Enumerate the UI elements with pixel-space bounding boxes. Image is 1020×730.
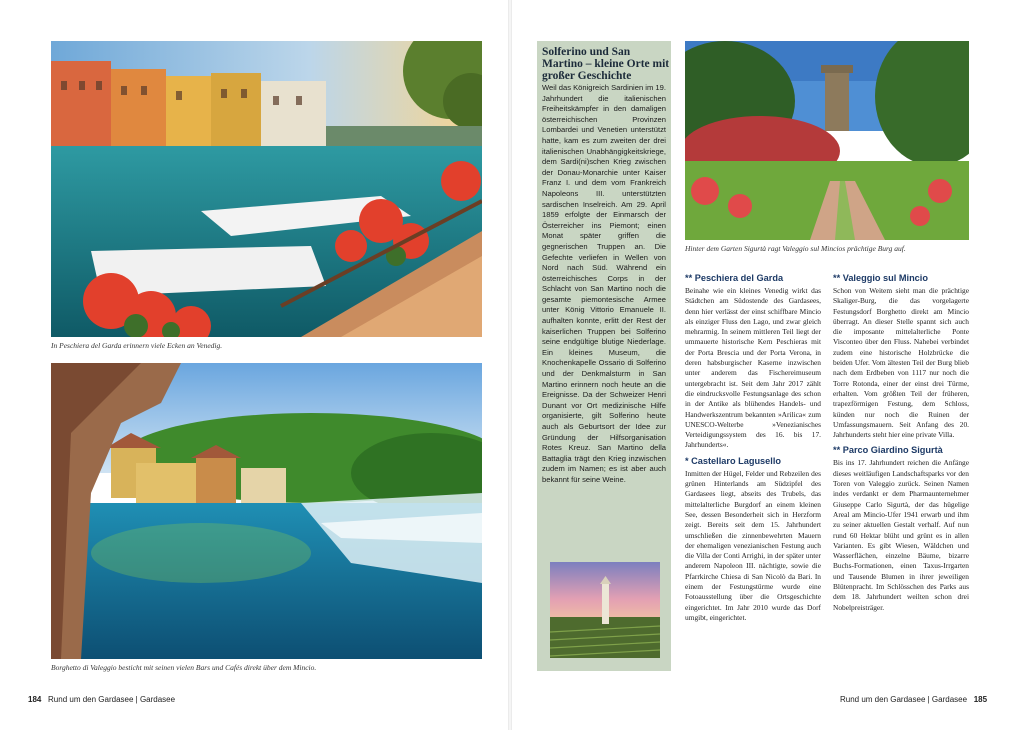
section-valeggio (833, 273, 969, 440)
column-2 (833, 273, 969, 618)
section-text: Beinahe wie ein kleines Venedig wirkt das Städtchen am Südostende des Gardasees, denn hier verlässt der einst schiffbare Mincio als einziger Fluss den Lago, und zwar gleich mehrarmig. In seinem mittleren Teil liegt der ummauerte historische Kern Peschieras mit der Porta Brescia und der Porta Verona, in deren habsburgischer Kaserne inzwischen unter anderem das Fischereimuseum untergebracht ist. Seit dem Jahr 2017 zählt die eindrucksvolle Festungsanlage des schon in der Antike als blühendes Handels- und Handwerkszentrum bekannten »Arilica« zum UNESCO-Welterbe »Venezianisches Verteidigungssystem des 16. bis 17. Jahrhunderts«. (685, 286, 821, 450)
sidebar-title: Solferino und San Martino – kleine Orte mit großer Geschichte (542, 46, 670, 82)
section-text: Inmitten der Hügel, Felder und Rebzeilen des grünen Hinterlands am Südzipfel des Gardasees liegt, abseits des Trubels, das mittelalterliche Burgdorf an einem kleinen See, dessen Besonderheit sich in Herzform zeigt. Bereits seit dem 15. Jahrhundert umschließen die zinnenbewehrten Mauern der ehemaligen venezianischen Festung auch die Villa der Conti Arrighi, in der später unter anderem Napoleon III. nächtigte, sowie die Pfarrkirche Chiesa di San Nicolò da Bari. In einem der Festungstürme wurde eine Fotoausstellung über die Ortsgeschichte eingerichtet. Im Jahr 2010 wurde das Dorf umgibt, eingerichtet. (685, 468, 821, 622)
sigurta-caption: Hinter dem Garten Sigurtà ragt Valeggio sul Mincios prächtige Burg auf. (685, 244, 906, 253)
section-title: ** Peschiera del Garda (685, 273, 784, 283)
folio-right (840, 695, 987, 704)
running-head-right: Rund um den Gardasee | Gardasee (840, 695, 968, 704)
page-number-right: 185 (973, 695, 988, 704)
section-sigurta (833, 445, 969, 612)
sigurta-photo (685, 41, 969, 240)
folio-left (28, 695, 175, 704)
section-title: ** Valeggio sul Mincio (833, 273, 928, 283)
section-peschiera (685, 273, 821, 451)
column-1 (685, 273, 821, 628)
section-text: Bis ins 17. Jahrhundert reichen die Anfänge dieses weitläufigen Landschaftsparks vor den Toren von Valeggio zurück. Seinen Namen indes verdankt er dem Pharmaunternehmer Giuseppe Carlo Sigurtà, der das hügelige Areal am Mincio-Ufer 1941 erwarb und ihm zu seiner aktuellen Gestalt verhalf. Auf nun rund 60 Hektar blüht und grünt es in allen Varianten. Es gibt Wiesen, Wäldchen und Wasserflächen, einzelne Bäume, bizarre Buchs-Formationen, einen Taxus-Irrgarten und Tausende Blumen in ihrer jeweiligen Blütenpracht. Im Schlösschen des Parks aus dem 18. Jahrhundert weilten schon drei Nobelpreisträger. (833, 458, 969, 612)
page-number-left: 184 (28, 695, 42, 704)
sidebar-text: Weil das Königreich Sardinien im 19. Jahrhundert die italienischen Freiheitskämpfer in den damaligen österreichischen Provinzen Lombardei und Venetien unterstützt hatte, kam es zum zweiten der drei italienischen Unabhängigkeitskriege, dem Sardi(ni)schen Krieg zwischen der Donau-Monarchie unter Kaiser Franz I. und dem vom Frankreich Napoleons III. unterstützten sardischen Inselreich. Am 29. April 1859 erfolgte der Einmarsch der Österreicher ins Piemont; einen Monat später griffen die gegnerischen Truppen an. Die Gefechte verliefen in Wellen von Nord nach Süd. Während ein österreichisches Corps in der Schlacht von San Martino noch die gesamte piemontesische Armee unter König Vittorio Emanuele II. aufhalten konnte, erlitt der Rest der kaiserlichen Truppen bei Solferino seine endgültige blutige Niederlage. Ein kleines Museum, die Knochenkapelle Ossario di Solferino und der Denkmalsturm in San Martino erinnern noch heute an die Ereignisse. Da der Schweizer Henri Dunant vor Ort medizinische Hilfe organisierte, gilt Solferino heute auch als Geburtsort der Idee zur Gründung der Hilfsorganisation Rotes Kreuz. San Martino della Battaglia trägt den Krieg inzwischen zudem im Namen; es ist aber auch bekannt für seine Weine. (542, 83, 666, 484)
section-title: ** Parco Giardino Sigurtà (833, 445, 943, 456)
sigurta-illustration (685, 41, 969, 240)
peschiera-photo (51, 41, 482, 337)
section-text: Schon von Weitem sieht man die prächtige Skaliger-Burg, die das vorgelagerte Festungsdorf Borghetto direkt am Mincio überragt. An dieser Stelle spannt sich auch die imposante mittelalterliche Ponte Visconteo über den Fluss. Nahebei verbindet zudem eine historische Holzbrücke die beiden Ufer. Vom ältesten Teil der Burg blieb nach dem Erdbeben von 1117 nur noch die Torre Rotonda, einer der einst drei Türme, erhalten. Vom größten Teil der früheren, trapezförmigen Festung, dem Schloss, künden nur noch die Ruinen der Umfassungsmauern. Seit Anfang des 20. Jahrhunderts steht hier eine private Villa. (833, 286, 969, 440)
borghetto-photo (51, 363, 482, 659)
section-castellaro (685, 456, 821, 623)
running-head-left: Rund um den Gardasee | Gardasee (48, 695, 176, 704)
borghetto-caption: Borghetto di Valeggio besticht mit seinen vielen Bars und Cafés direkt über dem Mincio. (51, 663, 317, 672)
section-title: * Castellaro Lagusello (685, 455, 781, 466)
borghetto-illustration (51, 363, 482, 659)
peschiera-illustration (51, 41, 482, 337)
right-page (510, 0, 1020, 730)
peschiera-caption: In Peschiera del Garda erinnern viele Ecken an Venedig. (51, 341, 223, 350)
